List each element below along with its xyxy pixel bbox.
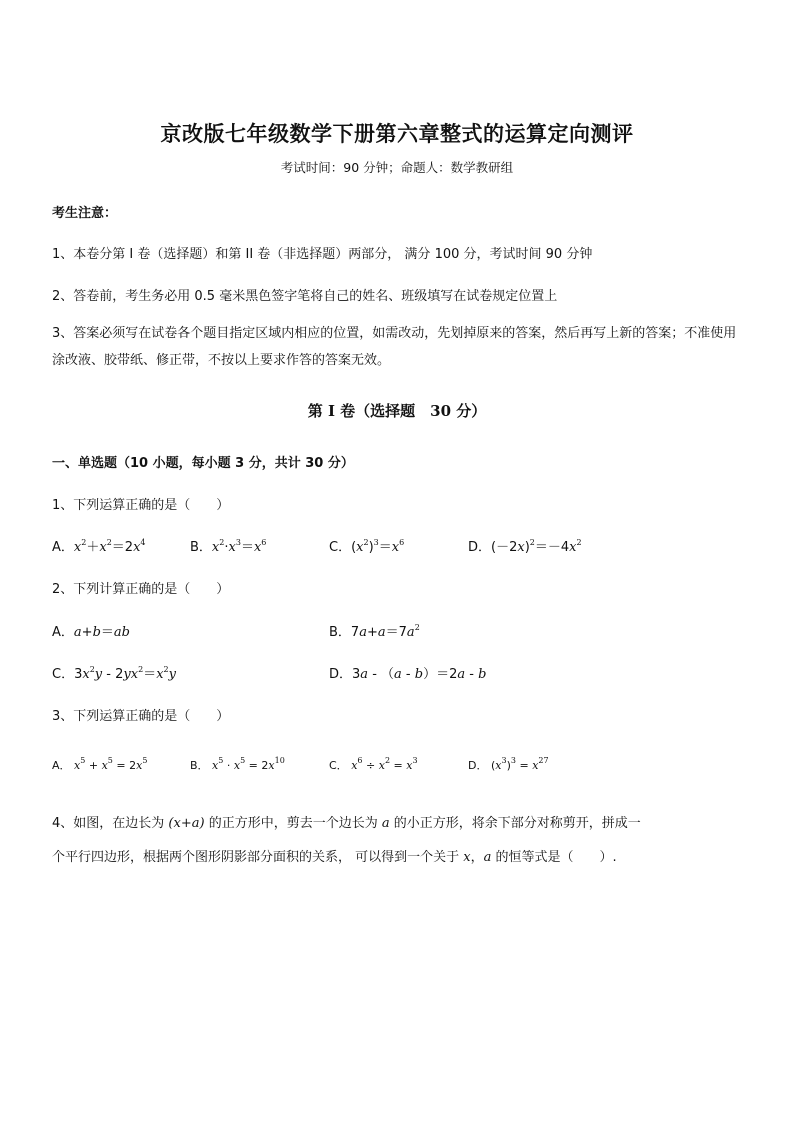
- notice-item: 2、答卷前，考生务必用 0.5 毫米黑色签字笔将自己的姓名、班级填写在试卷规定位置上: [52, 289, 558, 304]
- option-d: D． $(x^3)^3 = x^{27}$: [468, 756, 549, 772]
- section-title: 第 I 卷（选择题 30 分）: [307, 402, 487, 420]
- option-b: B．$7a+a=7a^2$: [329, 623, 420, 640]
- math-variable: a: [381, 816, 390, 831]
- notice-heading: 考生注意：: [52, 206, 118, 221]
- math-variable: a: [483, 850, 492, 865]
- question-stem: 1、下列运算正确的是（ ）: [52, 498, 230, 513]
- option-b: B． $x^5 \cdot x^5 = 2x^{10}$: [190, 756, 285, 772]
- option-c: C．$3x^2y - 2yx^2=x^2y$: [52, 665, 176, 682]
- question-stem: 4、如图，在边长为 (x+a) 的正方形中，剪去一个边长为 a 的小正方形，将余下部分对称剪开，拼成一: [52, 816, 641, 831]
- option-c: C．$(x^2)^3=x^6$: [329, 538, 405, 555]
- question-stem-continued: 个平行四边形，根据两个图形阴影部分面积的关系， 可以得到一个关于 x，a 的恒等式是（ ）.: [52, 850, 617, 865]
- option-a: A． $x^5 + x^5 = 2x^5$: [52, 756, 148, 772]
- question-stem: 3、下列运算正确的是（ ）: [52, 709, 230, 724]
- math-variable: x: [463, 850, 471, 865]
- math-expression: (x+a): [168, 816, 205, 831]
- question-stem: 2、下列计算正确的是（ ）: [52, 582, 230, 597]
- option-a: A．$x^2+x^2=2x^4$: [52, 538, 146, 555]
- option-c: C． $x^6 \div x^2 = x^3$: [329, 756, 418, 772]
- page-title: 京改版七年级数学下册第六章整式的运算定向测评: [160, 121, 634, 146]
- notice-item: 1、本卷分第 I 卷（选择题）和第 II 卷（非选择题）两部分， 满分 100 分，考试时间 90 分钟: [52, 247, 593, 262]
- option-d: D．3a - （a - b）＝2a - b: [329, 667, 487, 682]
- option-b: B．$x^2\cdot x^3=x^6$: [190, 538, 267, 555]
- notice-item: 3、答案必须写在试卷各个题目指定区域内相应的位置，如需改动，先划掉原来的答案，然后再写上新的答案；不准使用涂改液、胶带纸、修正带，不按以上要求作答的答案无效。: [52, 326, 737, 368]
- part-heading: 一、单选题（10 小题，每小题 3 分，共计 30 分）: [52, 456, 354, 471]
- exam-info: 考试时间：90 分钟；命题人：数学教研组: [280, 160, 514, 175]
- option-d: D．$(-2x)^2=-4x^2$: [468, 538, 582, 555]
- option-a: A．a+b＝ab: [52, 625, 130, 640]
